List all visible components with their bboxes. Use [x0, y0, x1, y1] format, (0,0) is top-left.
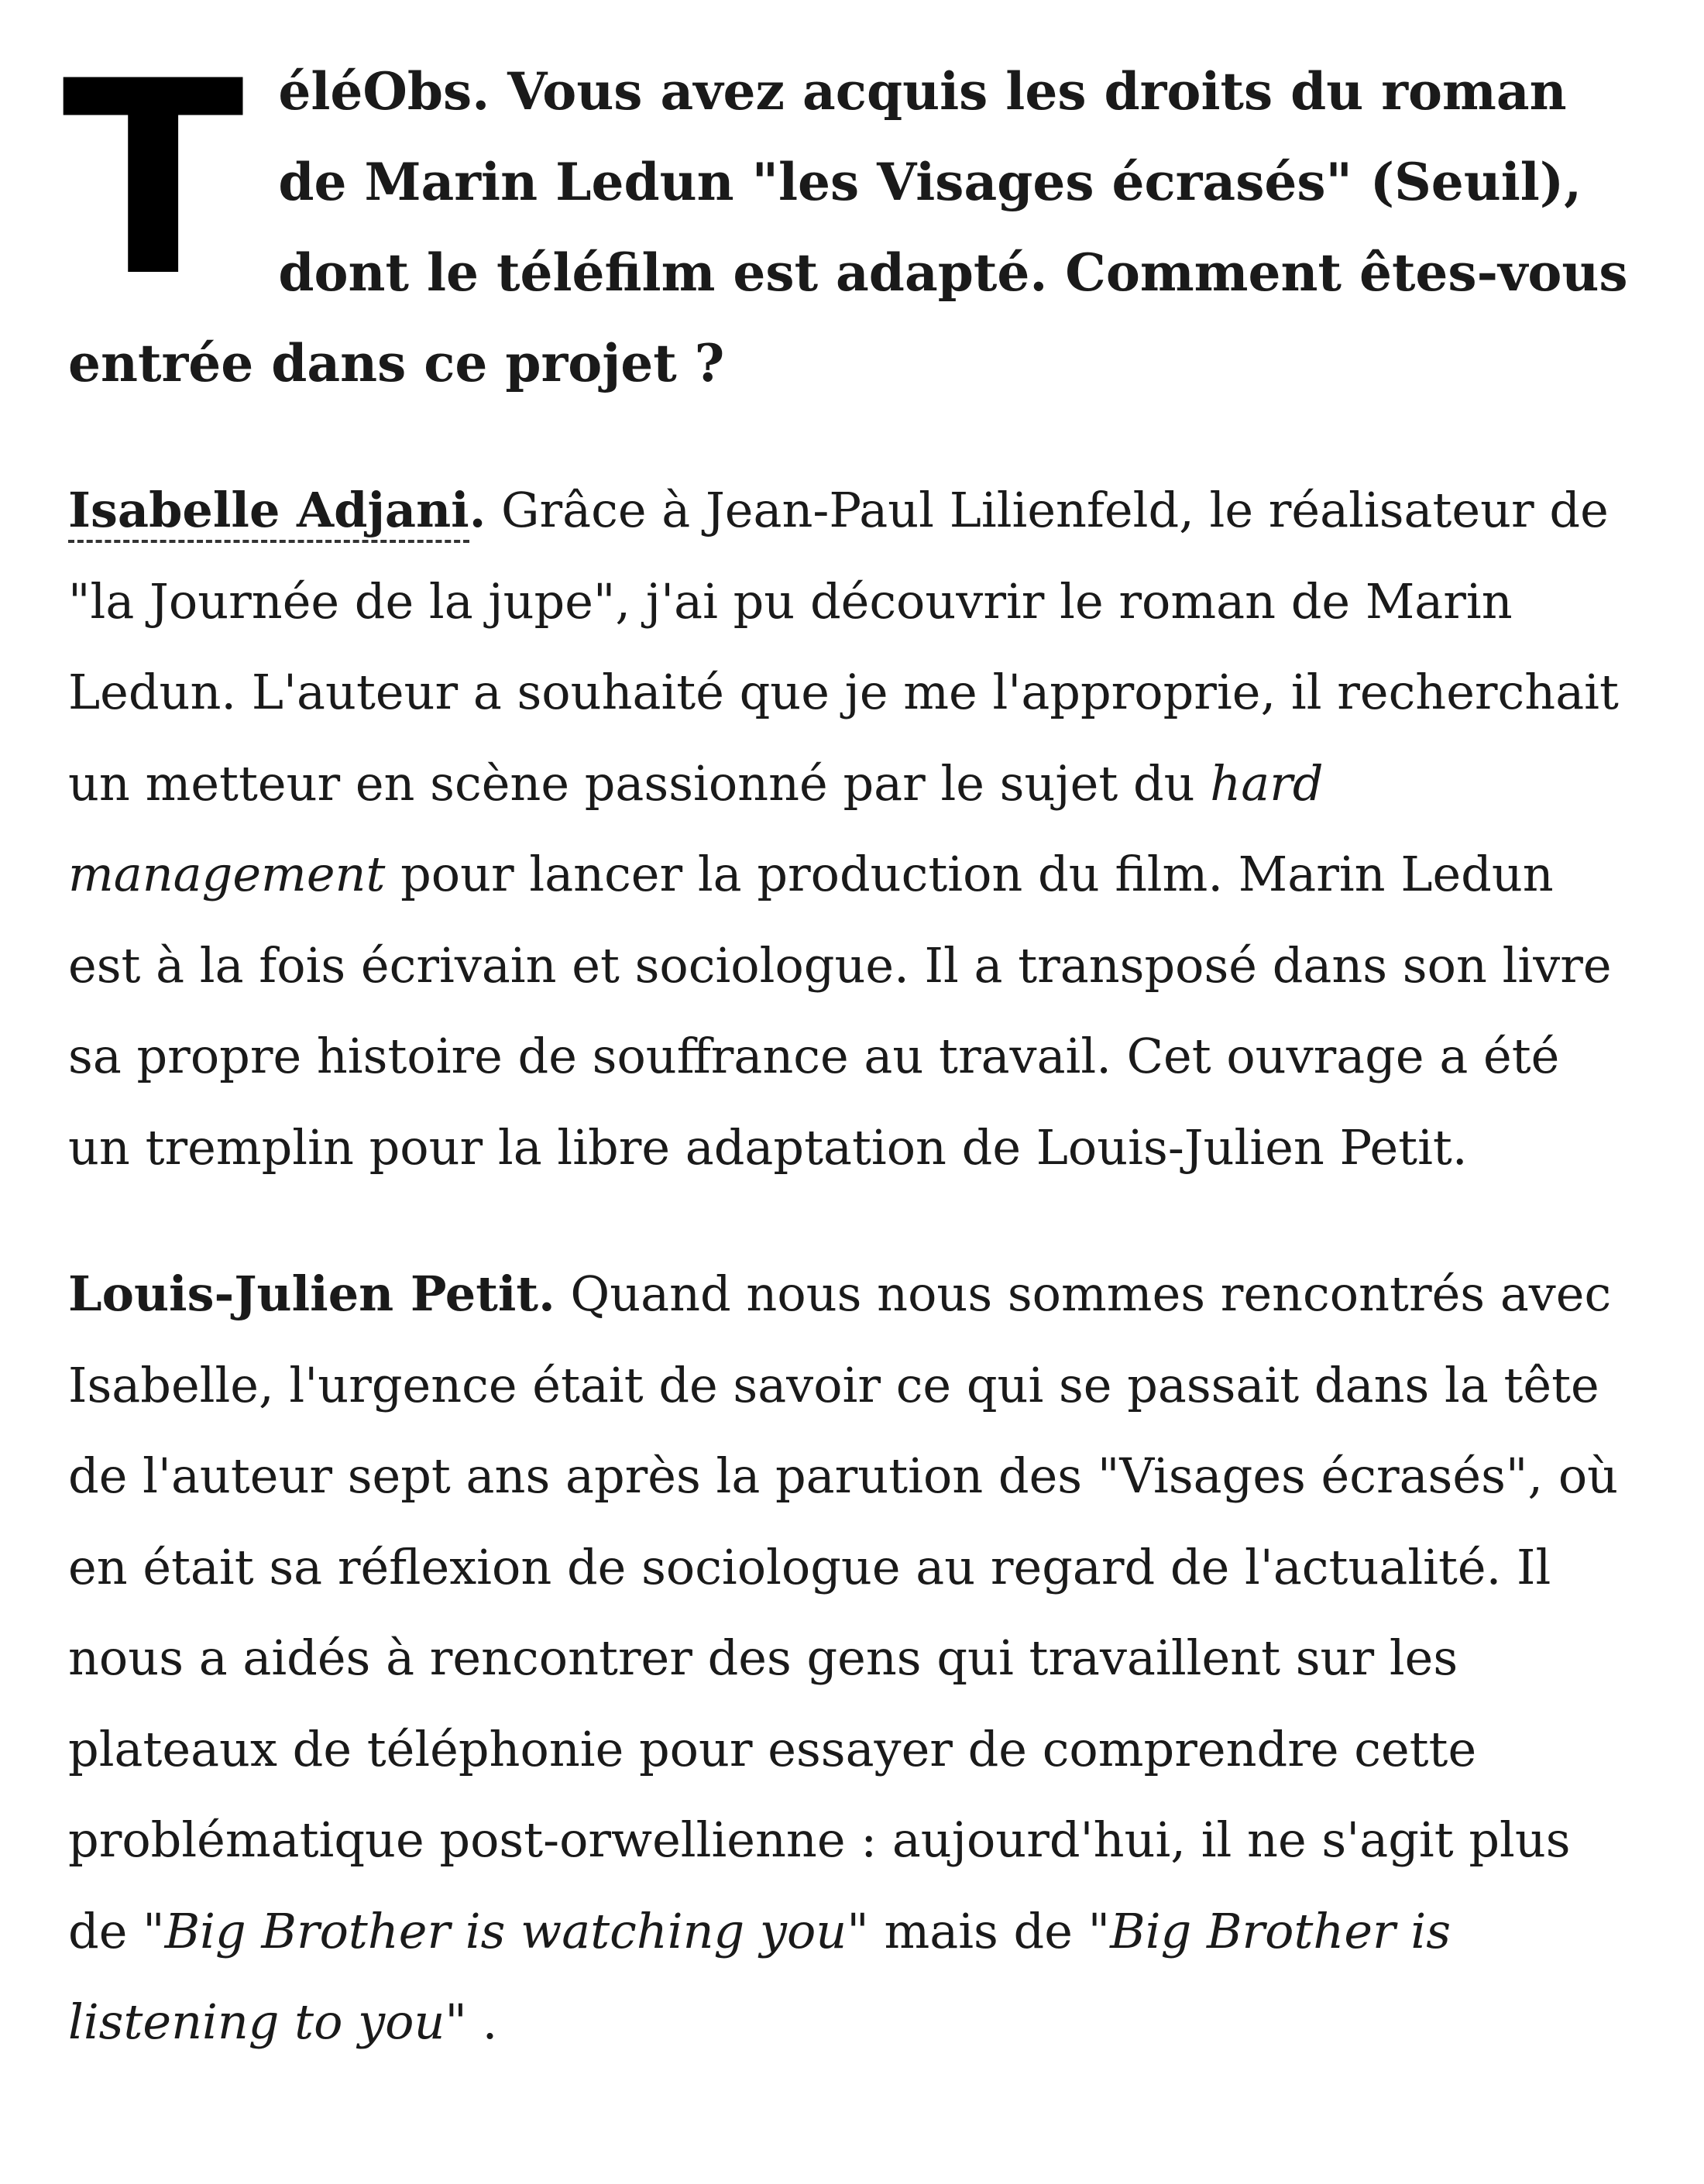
answer-text-part: pour lancer la production du film. Marin Ledun est à la fois écrivain et sociologue. Il a transposé dans son livre sa propre histoire de souffrance au travail. Cet ouvrage a été un tremplin pour la libre adaptation de Louis-Julien Petit. — [68, 846, 1612, 1176]
answer-italic-quote: Big Brother is listening to you" — [68, 1902, 1451, 2050]
answer-italic-term: hard management — [68, 754, 1324, 902]
interview-question — [62, 25, 1634, 409]
speaker-label: Louis-Julien Petit. — [68, 1265, 555, 1322]
speaker-suffix: . — [469, 482, 486, 538]
question-text: éléObs. Vous avez acquis les droits du roman de Marin Ledun "les Visages écrasés" (Seuil), dont le téléfilm est adapté. Comment êtes-vous entrée dans ce projet ? — [68, 61, 1628, 393]
answer-isabelle-adjani — [68, 465, 1634, 1193]
answer-text-part: Quand nous nous sommes rencontrés avec Isabelle, l'urgence était de savoir ce qui se passait dans la tête de l'auteur sept ans après la parution des "Visages écrasés", où en était sa réflexion de sociologue au regard de l'actualité. Il nous a aidés à rencontrer des gens qui travaillent sur les plateaux de téléphonie pour essayer de comprendre cette problématique post-orwellienne : aujourd'hui, il ne s'agit plus de " — [68, 1265, 1619, 1959]
answer-text-part: . — [466, 1993, 498, 2050]
answer-louis-julien-petit — [68, 1248, 1634, 2068]
speaker-label — [68, 482, 486, 543]
answer-italic-quote: Big Brother is watching you" — [164, 1902, 869, 1959]
speaker-link-isabelle-adjani[interactable]: Isabelle Adjani — [68, 482, 469, 543]
dropcap-letter: T — [62, 25, 245, 335]
answer-text-part: mais de " — [868, 1902, 1111, 1959]
answer-text-part: Grâce à Jean-Paul Lilienfeld, le réalisateur de "la Journée de la jupe", j'ai pu découvrir le roman de Marin Ledun. L'auteur a souhaité que je me l'approprie, il recherchait un metteur en scène passionné par le sujet du — [68, 482, 1619, 812]
